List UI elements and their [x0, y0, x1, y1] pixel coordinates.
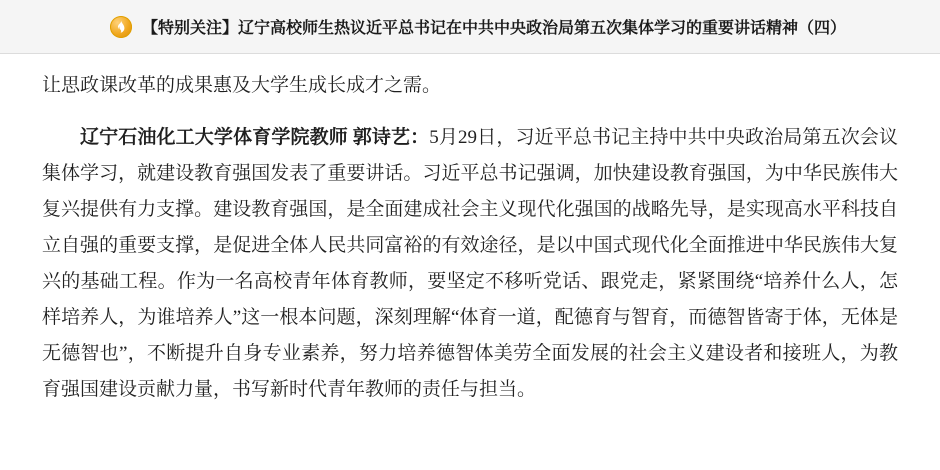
- banner-content: [110, 15, 846, 38]
- flame-badge-icon: [110, 16, 132, 38]
- paragraph-quote-guoshiyi: [42, 120, 898, 408]
- speaker-attribution: 辽宁石油化工大学体育学院教师 郭诗艺：: [80, 127, 430, 148]
- banner-title: 【特别关注】辽宁高校师生热议近平总书记在中共中央政治局第五次集体学习的重要讲话精神（四）: [142, 20, 847, 37]
- paragraph-text: 让思政课改革的成果惠及大学生成长成才之需。: [42, 75, 442, 96]
- article-body: [0, 54, 940, 408]
- paragraph-text: 5月29日，习近平总书记主持中共中央政治局第五次会议集体学习，就建设教育强国发表了重要讲话。习近平总书记强调，加快建设教育强国，为中华民族伟大复兴提供有力支撑。建设教育强国，是全面建成社会主义现代化强国的战略先导，是实现高水平科技自立自强的重要支撑，是促进全体人民共同富裕的有效途径，是以中国式现代化全面推进中华民族伟大复兴的基础工程。作为一名高校青年体育教师，要坚定不移听党话、跟党走，紧紧围绕“培养什么人，怎样培养人，为谁培养人”这一根本问题，深刻理解“体育一道，配德育与智育，而德智皆寄于体，无体是无德智也”，不断提升自身专业素养，努力培养德智体美劳全面发展的社会主义建设者和接班人，为教育强国建设贡献力量，书写新时代青年教师的责任与担当。: [42, 127, 898, 400]
- top-notice-banner: [0, 0, 940, 54]
- paragraph-continuation: [42, 68, 898, 104]
